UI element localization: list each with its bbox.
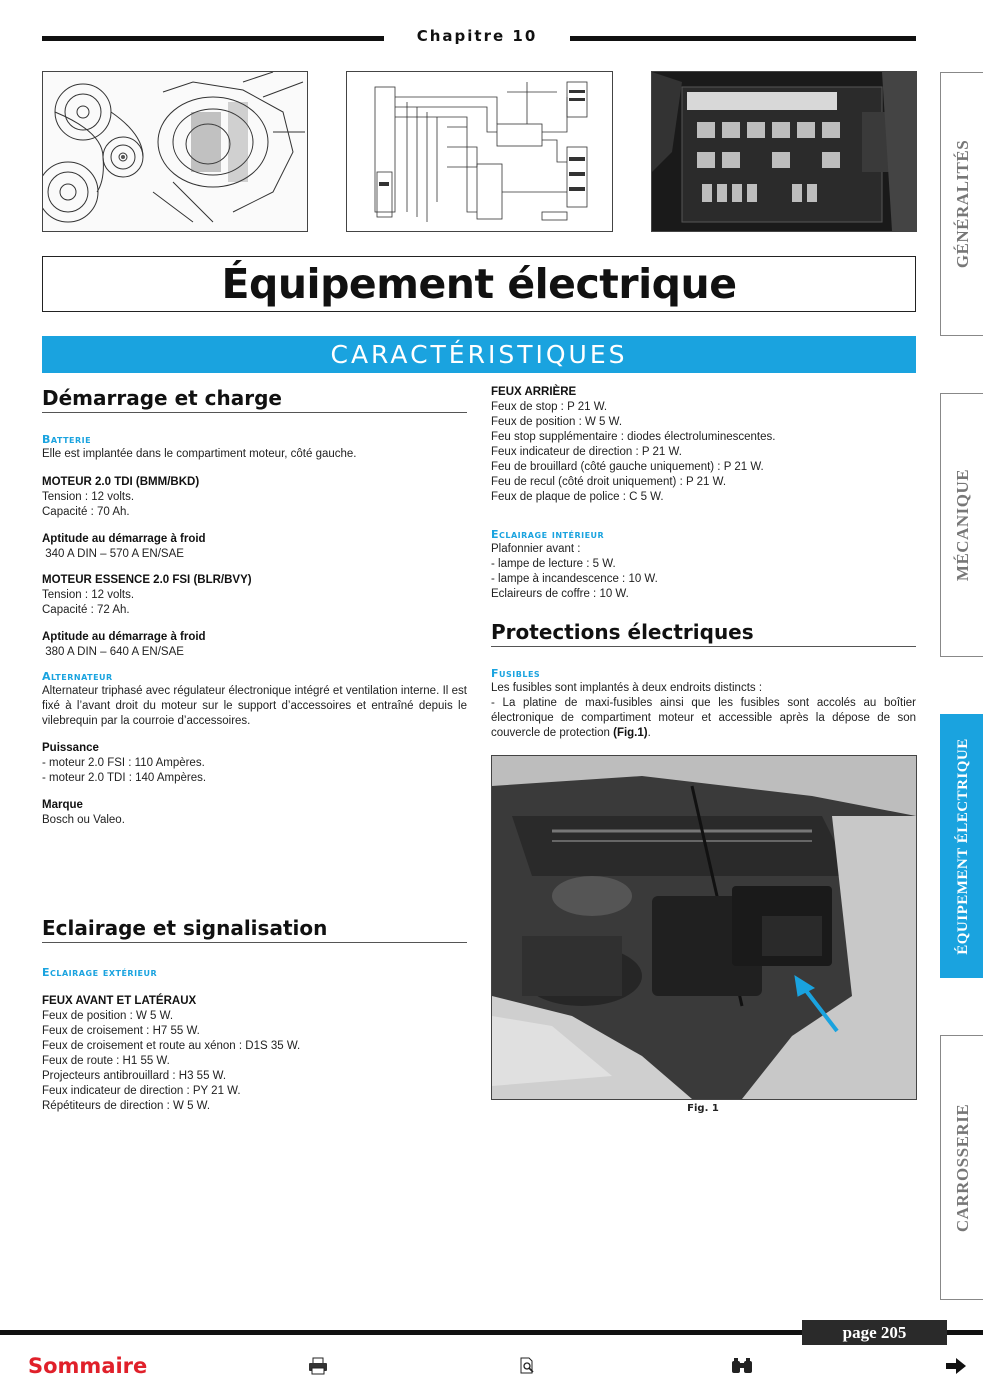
tab-label: MÉCANIQUE [953,468,973,582]
feux-arriere-line: Feu de recul (côté droit uniquement) : P 21 W. [491,476,727,488]
fsi-cold-title: Aptitude au démarrage à froid [42,631,206,643]
interieur-line: Plafonnier avant : [491,543,581,555]
tdi-cold-value: 340 A DIN – 570 A EN/SAE [42,548,184,560]
page-title: Équipement électrique [221,260,737,308]
fuse-box-photo [651,71,917,232]
feux-avant-line: Feux de route : H1 55 W. [42,1055,170,1067]
fsi-line: Capacité : 72 Ah. [42,604,130,616]
alternateur-text: Alternateur triphasé avec régulateur électronique intégré et ventilation interne. Il est fixé à l’avant droit du moteur sur le support d’accessoires et entraîné depuis le vilebrequin par la courroie d’accessoires. [42,685,467,727]
marque-value: Bosch ou Valeo. [42,814,125,826]
tab-label: CARROSSERIE [953,1103,973,1232]
subheading-fusibles: Fusibles [491,667,541,680]
fusibles-text: - La platine de maxi-fusibles ainsi que les fusibles sont accolés au boîtier électronique de compartiment moteur et accessible après la dépose de son couvercle de protection [491,697,916,739]
tab-equipement-electrique[interactable] [940,714,983,978]
alternator-illustration [42,71,308,232]
left-column [42,385,467,828]
document-search-icon[interactable] [519,1357,537,1380]
feux-arriere-line: Feu stop supplémentaire : diodes électroluminescentes. [491,431,776,443]
header-rule-left [42,36,384,41]
wiring-diagram-image [346,71,613,232]
feux-arriere-line: Feux indicateur de direction : P 21 W. [491,446,682,458]
main-title-box [42,256,916,312]
feux-arriere-line: Feux de stop : P 21 W. [491,401,608,413]
feux-avant-line: Feux indicateur de direction : PY 21 W. [42,1085,241,1097]
puissance-line: - moteur 2.0 FSI : 110 Ampères. [42,757,205,769]
tab-mecanique[interactable] [940,393,983,657]
sommaire-link[interactable]: Sommaire [28,1354,148,1378]
fsi-title: MOTEUR ESSENCE 2.0 FSI (BLR/BVY) [42,574,252,586]
feux-arriere-title: FEUX ARRIÈRE [491,386,577,398]
feux-arriere-line: Feu de brouillard (côté gauche uniquement) : P 21 W. [491,461,764,473]
heading-eclairage: Eclairage et signalisation [42,915,467,943]
heading-demarrage: Démarrage et charge [42,385,467,413]
fsi-cold-value: 380 A DIN – 640 A EN/SAE [42,646,184,658]
feux-arriere-line: Feux de position : W 5 W. [491,416,623,428]
feux-arriere-line: Feux de plaque de police : C 5 W. [491,491,664,503]
printer-icon[interactable] [308,1357,328,1380]
batterie-intro: Elle est implantée dans le compartiment moteur, côté gauche. [42,448,357,460]
tab-carrosserie[interactable] [940,1035,983,1300]
chapter-title: Chapitre 10 [416,27,538,45]
puissance-title: Puissance [42,742,99,754]
subheading-batterie: Batterie [42,433,92,446]
tab-label: GÉNÉRALITÉS [953,139,973,269]
header-rule-right [570,36,916,41]
figure-caption: Fig. 1 [687,1103,719,1114]
tdi-line: Tension : 12 volts. [42,491,135,503]
interieur-line: - lampe à incandescence : 10 W. [491,573,658,585]
subheading-eclairage-interieur: Eclairage intérieur [491,528,605,541]
feux-avant-line: Feux de position : W 5 W. [42,1010,174,1022]
binoculars-icon[interactable] [730,1357,754,1380]
puissance-line: - moteur 2.0 TDI : 140 Ampères. [42,772,207,784]
tab-generalites[interactable] [940,72,983,336]
arrow-right-icon[interactable] [945,1357,967,1380]
feux-avant-line: Feux de croisement : H7 55 W. [42,1025,200,1037]
section-banner [42,336,916,373]
subheading-alternateur: Alternateur [42,670,113,683]
page-number: page 205 [802,1320,947,1345]
fig-reference: (Fig.1) [613,727,648,739]
marque-title: Marque [42,799,83,811]
left-column-lighting [42,915,467,1114]
fusibles-intro: Les fusibles sont implantés à deux endroits distincts : [491,682,763,694]
subheading-eclairage-exterieur: Eclairage extérieur [42,966,158,979]
engine-bay-photo [491,755,917,1100]
feux-avant-title: FEUX AVANT ET LATÉRAUX [42,995,197,1007]
fusibles-text-paragraph: - La platine de maxi-fusibles ainsi que les fusibles sont accolés au boîtier électronique de compartiment moteur et accessible après la dépose de son couvercle de protection (Fig.1). [491,697,916,739]
interieur-line: - lampe de lecture : 5 W. [491,558,616,570]
fsi-line: Tension : 12 volts. [42,589,135,601]
tab-label: ÉQUIPEMENT ÉLECTRIQUE [955,737,972,955]
feux-avant-line: Feux de croisement et route au xénon : D1S 35 W. [42,1040,301,1052]
feux-avant-line: Répétiteurs de direction : W 5 W. [42,1100,211,1112]
section-banner-label: CARACTÉRISTIQUES [330,340,628,369]
tdi-line: Capacité : 70 Ah. [42,506,130,518]
heading-protections: Protections électriques [491,619,916,647]
tdi-cold-title: Aptitude au démarrage à froid [42,533,206,545]
right-column [491,385,916,741]
tdi-title: MOTEUR 2.0 TDI (BMM/BKD) [42,476,200,488]
feux-avant-line: Projecteurs antibrouillard : H3 55 W. [42,1070,227,1082]
interieur-line: Eclaireurs de coffre : 10 W. [491,588,629,600]
